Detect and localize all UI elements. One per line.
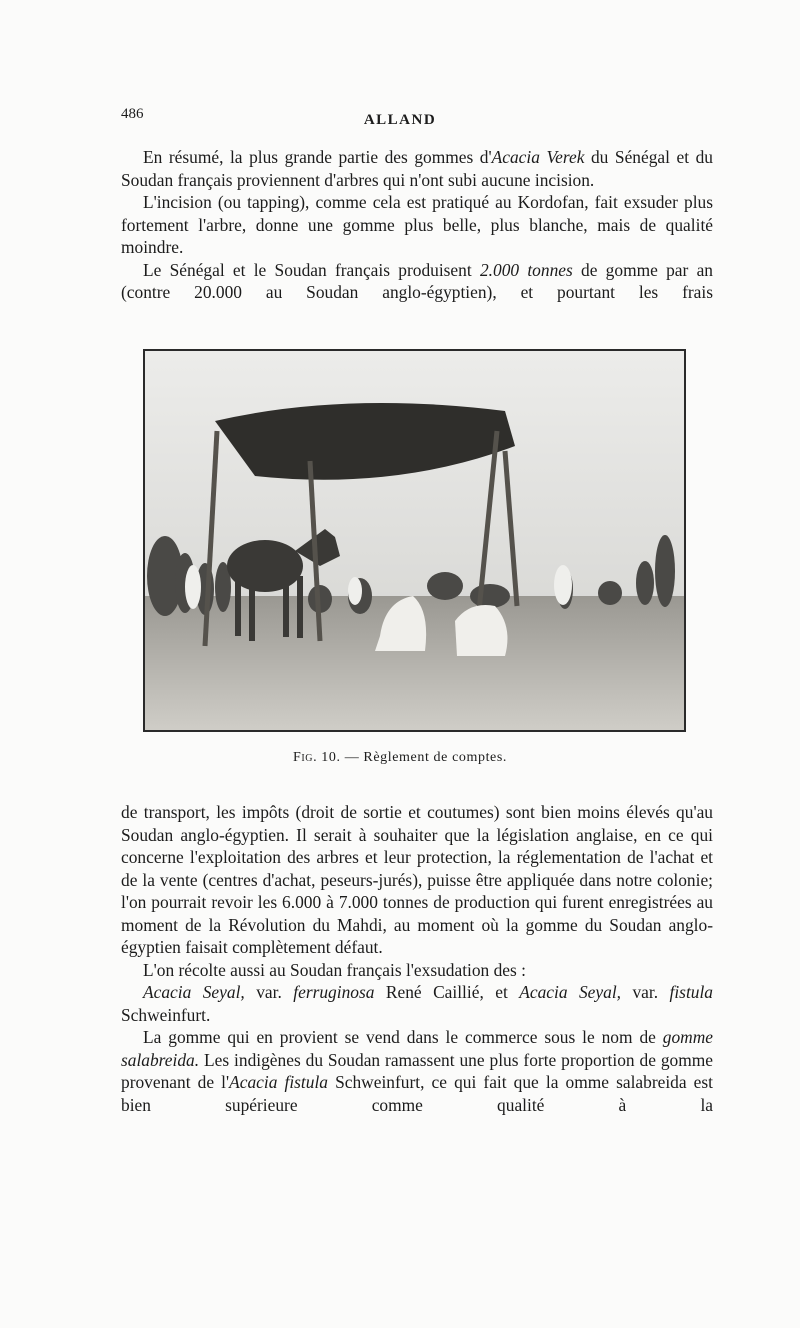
paragraph-5: L'on récolte aussi au Soudan français l'exsudation des :	[143, 959, 526, 980]
p7-italic-1: gomme salabreida.	[121, 1027, 713, 1070]
p6-italic-3: Acacia Seyal,	[519, 982, 621, 1002]
figure-photograph	[143, 349, 686, 732]
paragraph-1	[121, 146, 713, 191]
paragraph-6	[121, 981, 713, 1026]
p6-text-1: var.	[244, 982, 294, 1002]
p6-text-2: René Caillié, et	[374, 982, 520, 1002]
sky	[145, 351, 684, 601]
p3-text-a: Le Sénégal et le Soudan français produisent	[143, 259, 480, 280]
paragraph-3	[121, 259, 713, 304]
paragraph-7	[121, 1026, 713, 1116]
figure-label: Fig. 10.	[292, 750, 341, 765]
paragraph-4: de transport, les impôts (droit de sortie et coutumes) sont bien moins élevés qu'au Soudan anglo-égyptien. Il serait à souhaiter que la législation anglaise, en ce qui concerne l'exploitation des arbres et leur protection, la réglementation de l'achat et de la vente (centres d'achat, peseurs-jurés), puisse être appliquée dans notre colonie; l'on pourrait revoir les 6.000 à 7.000 tonnes de production qui furent enregistrées au moment de la Révolution du Mahdi, au moment où la gomme du Soudan anglo-égyptien faisait complètement défaut.	[121, 802, 713, 957]
p7-text-b: Les indigènes du Soudan ramassent une plus forte proportion de gomme provenant de l'	[121, 1049, 713, 1092]
p1-text-a: En résumé, la plus grande partie des gommes d'	[143, 147, 492, 167]
text-block-bottom	[121, 801, 713, 1116]
page-number: 486	[121, 106, 144, 122]
figure-caption	[0, 750, 800, 766]
p3-italic: 2.000 tonnes	[479, 259, 573, 280]
p6-text-4: Schweinfurt.	[121, 1004, 211, 1025]
p6-italic-4: fistula	[669, 982, 714, 1002]
p6-text-3: var.	[621, 982, 670, 1002]
figure-caption-text: Règlement de comptes.	[363, 750, 508, 765]
running-head: ALLAND	[363, 112, 437, 128]
photo-illustration	[145, 351, 684, 730]
p1-text-b: du Sénégal et du Soudan français proviennent d'arbres qui n'ont subi aucune incision.	[121, 147, 713, 190]
p1-italic: Acacia Verek	[491, 147, 585, 167]
figure-dash: —	[340, 750, 364, 765]
p6-italic-1: Acacia Seyal,	[143, 982, 245, 1002]
p7-text-c: Schweinfurt, ce qui fait que la omme salabreida est bien supérieure comme qualité à la	[121, 1072, 713, 1115]
paragraph-2: L'incision (ou tapping), comme cela est pratiqué au Kordofan, fait exsuder plus fortement l'arbre, donne une gomme plus belle, plus blanche, mais de qualité moindre.	[121, 192, 713, 257]
text-block-top	[121, 146, 713, 304]
p7-text-a: La gomme qui en provient se vend dans le commerce sous le nom de	[143, 1027, 663, 1047]
p3-text-b: de gomme par an (contre 20.000 au Soudan anglo-égyptien), et pourtant les frais	[121, 259, 713, 302]
p6-italic-2: ferruginosa	[293, 982, 375, 1002]
p7-italic-2: Acacia fistula	[229, 1072, 328, 1092]
